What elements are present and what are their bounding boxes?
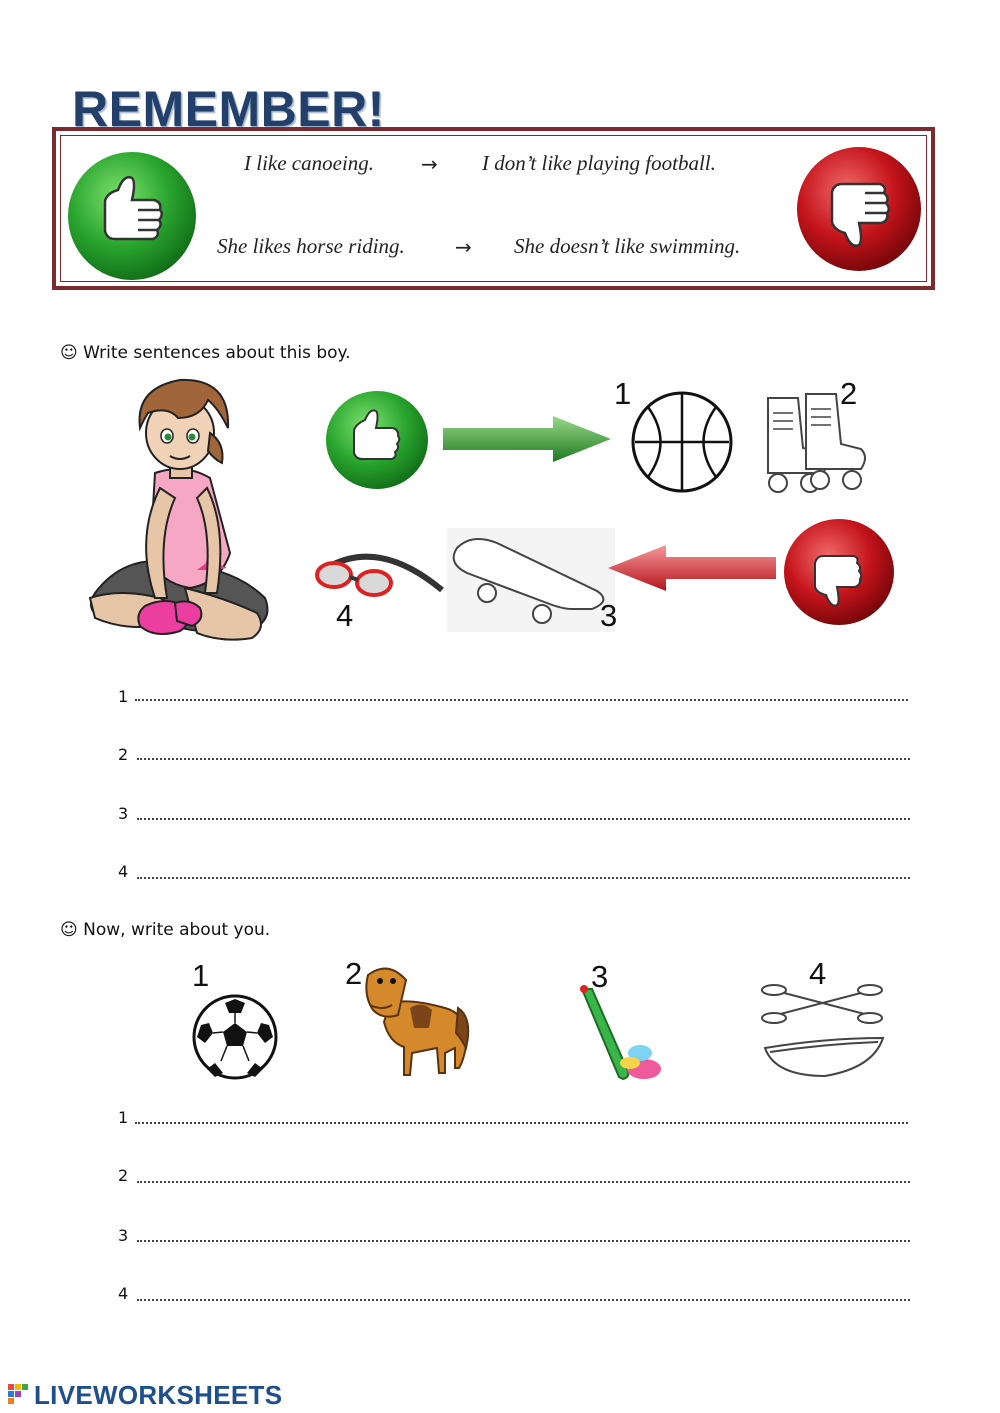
- section1-label-3: 3: [600, 598, 618, 633]
- thumbs-up-icon: [66, 150, 198, 282]
- swimming-goggles-icon: [312, 545, 447, 605]
- thumbs-down-icon: [782, 517, 896, 627]
- section1-instruction: ☺ Write sentences about this boy.: [60, 343, 351, 363]
- thumbs-up-icon: [325, 390, 429, 490]
- page-title: REMEMBER!: [72, 81, 385, 137]
- canoe-icon: [760, 980, 885, 1084]
- section1-label-1: 1: [614, 376, 632, 411]
- section2-line-number: 3: [118, 1226, 129, 1245]
- section2-line-number: 2: [118, 1166, 129, 1185]
- liveworksheets-logo-icon: [8, 1384, 34, 1406]
- section2-answer-line-4[interactable]: [137, 1299, 910, 1301]
- horse-icon: [360, 963, 475, 1081]
- section1-answer-line-3[interactable]: [137, 818, 910, 820]
- section2-label-2: 2: [345, 956, 363, 991]
- section1-line-number: 2: [118, 745, 129, 764]
- section1-line-number: 1: [118, 687, 129, 706]
- rule-row2-arrow: →: [455, 235, 472, 259]
- boy-illustration: [85, 378, 275, 650]
- section2-answer-line-1[interactable]: [135, 1122, 908, 1124]
- footer-brand[interactable]: LIVEWORKSHEETS: [34, 1380, 283, 1410]
- rule-row2-positive: She likes horse riding.: [217, 234, 405, 258]
- section1-line-number: 3: [118, 804, 129, 823]
- section2-label-1: 1: [192, 958, 210, 993]
- section2-answer-line-2[interactable]: [137, 1181, 910, 1183]
- basketball-icon: [630, 390, 734, 494]
- section1-answer-line-2[interactable]: [137, 758, 910, 760]
- section2-answer-line-3[interactable]: [137, 1240, 910, 1242]
- rule-row1-negative: I don’t like playing football.: [482, 151, 716, 175]
- section2-line-number: 1: [118, 1108, 129, 1127]
- section2-line-number: 4: [118, 1284, 129, 1303]
- section2-instruction: ☺ Now, write about you.: [60, 920, 271, 940]
- thumbs-down-icon: [795, 145, 923, 273]
- hockey-stick-icon: [576, 983, 666, 1085]
- section1-label-4: 4: [336, 598, 354, 633]
- red-left-arrow: [606, 545, 776, 591]
- rule-row1-arrow: →: [421, 152, 438, 176]
- rule-row2-negative: She doesn’t like swimming.: [514, 234, 741, 258]
- section2-label-4: 4: [809, 956, 827, 991]
- section1-answer-line-1[interactable]: [135, 699, 908, 701]
- roller-skates-icon: [758, 388, 878, 496]
- soccer-ball-icon: [191, 993, 279, 1081]
- section2-label-3: 3: [591, 959, 609, 994]
- section1-line-number: 4: [118, 862, 129, 881]
- rule-row1-positive: I like canoeing.: [244, 151, 375, 175]
- green-right-arrow: [443, 416, 613, 462]
- section1-answer-line-4[interactable]: [137, 877, 910, 879]
- skateboard-icon: [447, 528, 618, 633]
- section1-label-2: 2: [840, 376, 858, 411]
